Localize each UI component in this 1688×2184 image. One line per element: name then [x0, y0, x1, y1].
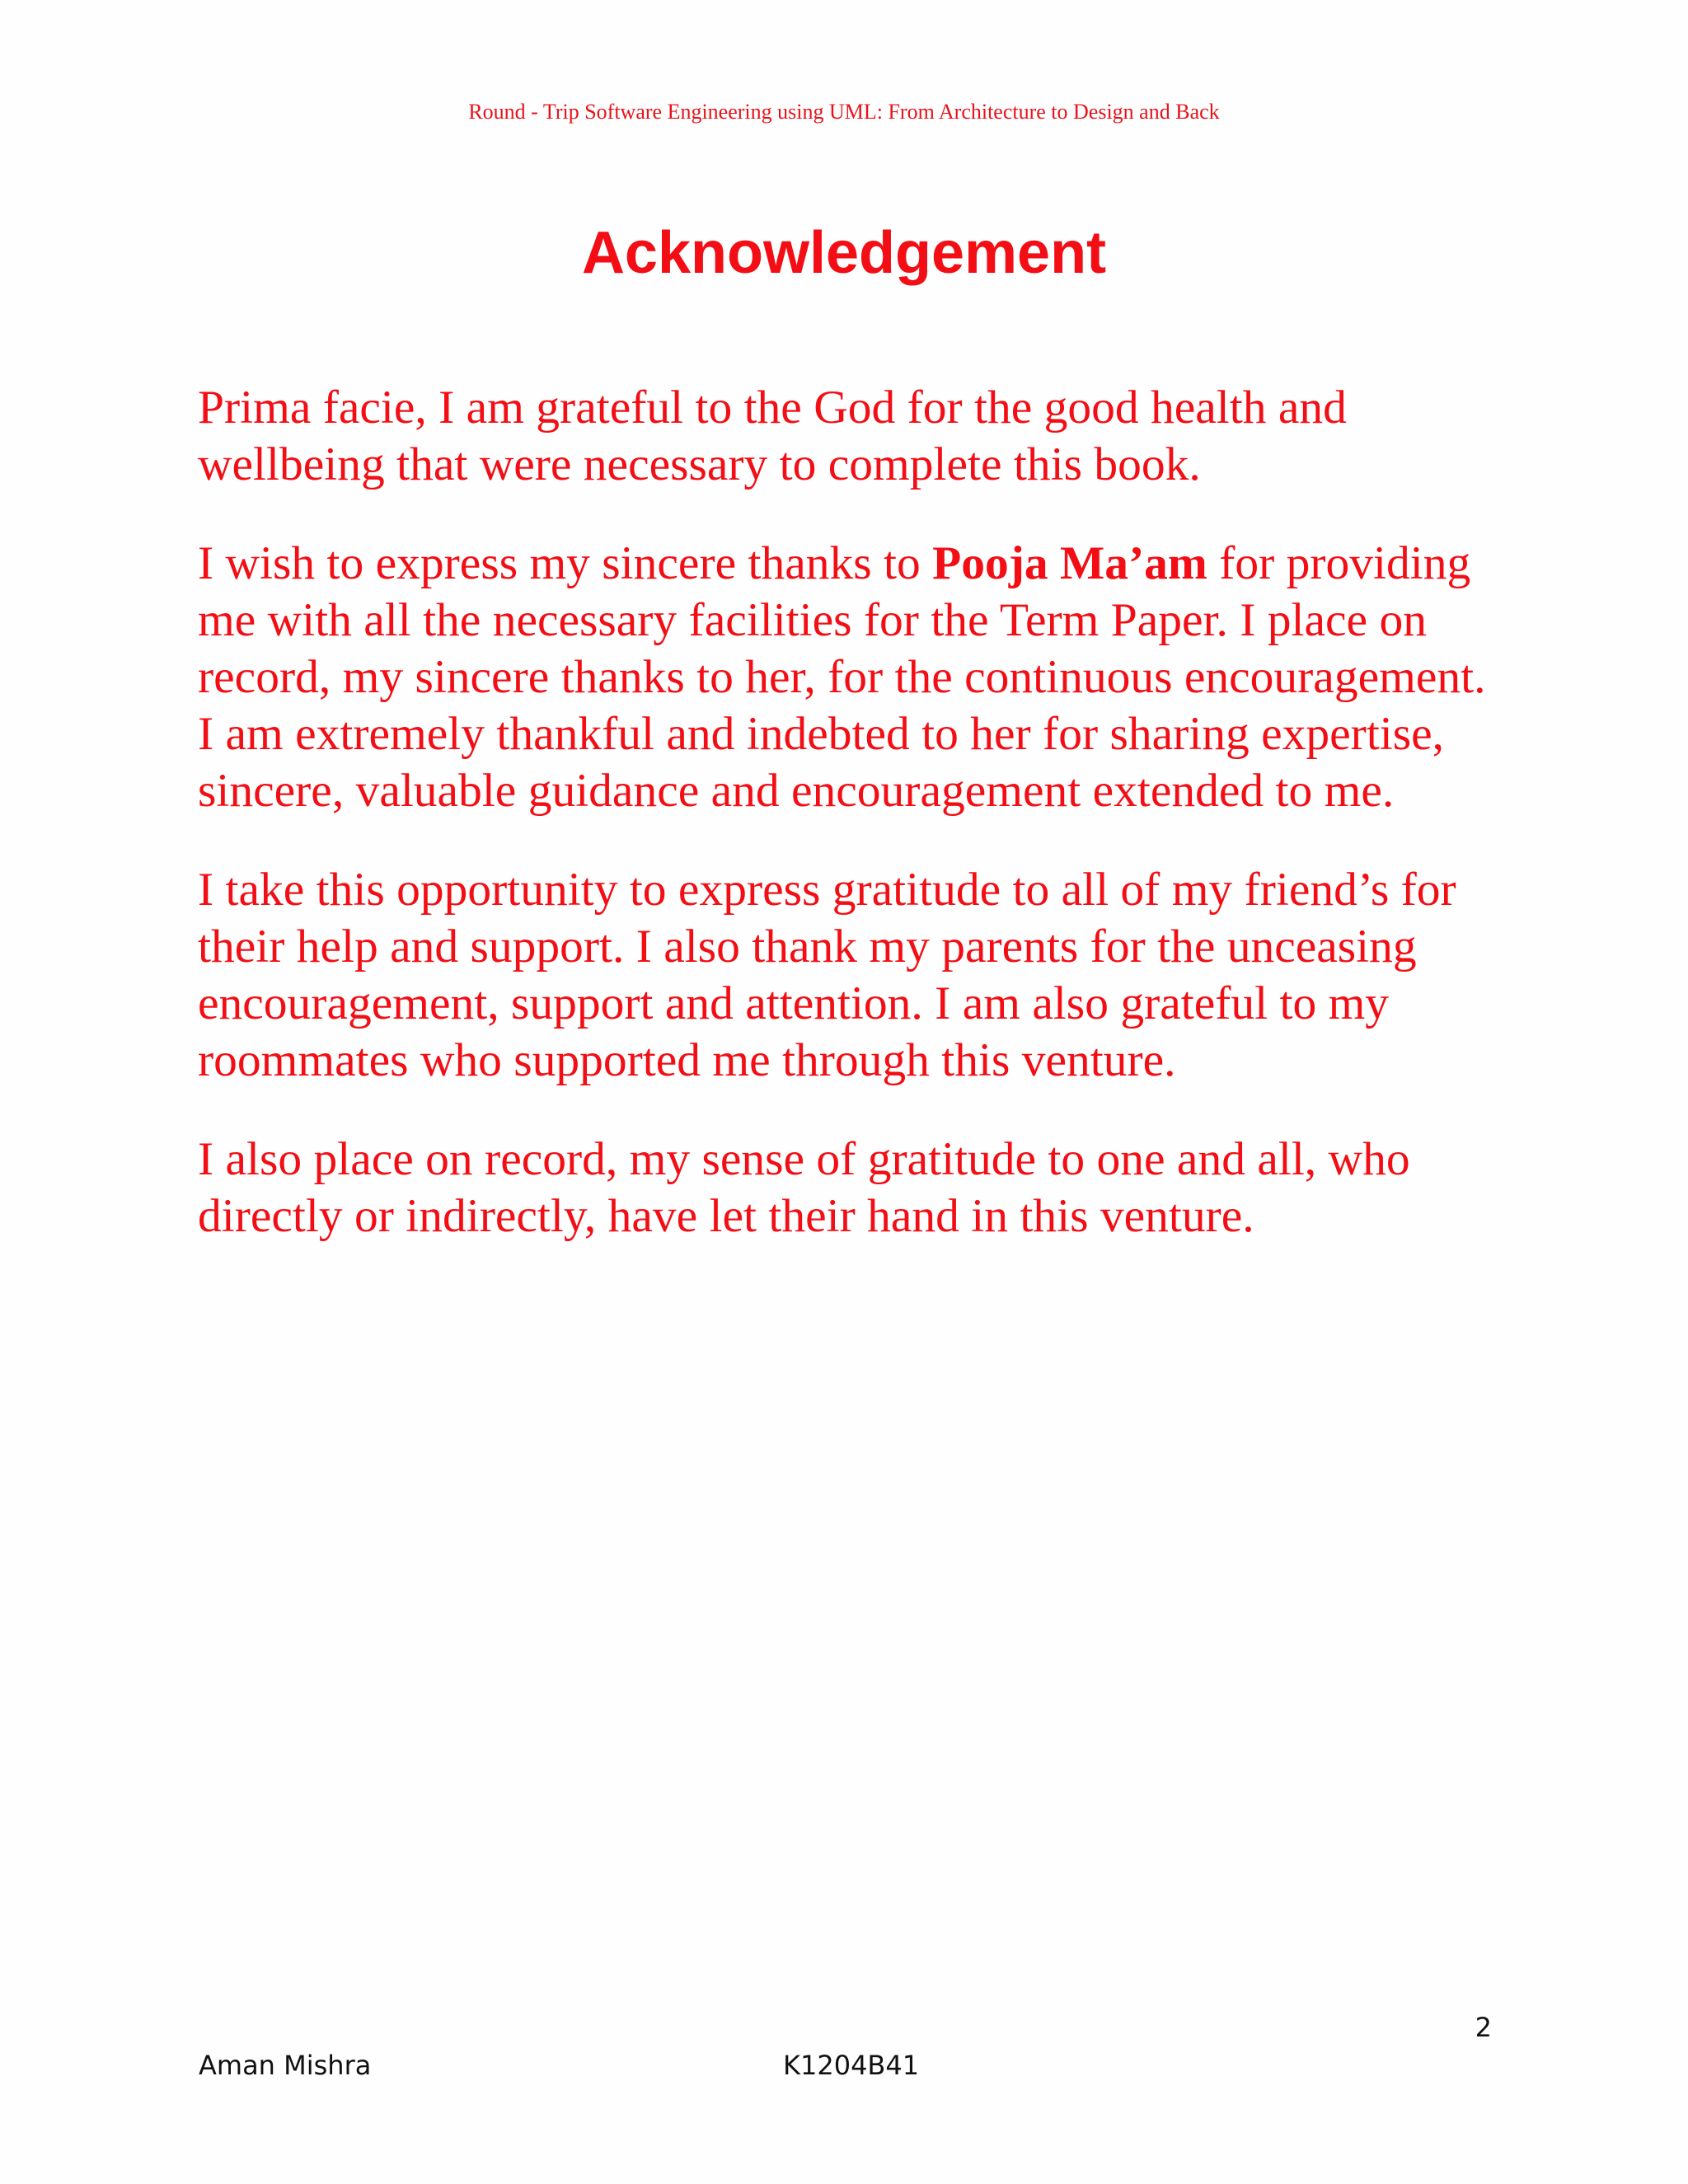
paragraph-thanks-friends-family: I take this opportunity to express gratitude to all of my friend’s for their help and support. I also thank my parents for the unceasing encouragement, support and attention. I am also grateful to my roommates who supported me through this venture.: [198, 864, 1456, 1086]
footer-author: Aman Mishra: [199, 2050, 372, 2081]
paragraph-text: for providing me with all the necessary facilities for the Term Paper. I place on record, my sincere thanks to her, for the continuous encouragement. I am extremely thankful and indebted to her for sharing expertise, sincere, valuable guidance and encouragement extended to me.: [198, 537, 1486, 817]
paragraph-thanks-mentor: [198, 535, 1500, 819]
paragraph-thanks-all: I also place on record, my sense of gratitude to one and all, who directly or indirectly, have let their hand in this venture.: [198, 1133, 1410, 1242]
page-title: Acknowledgement: [581, 220, 1107, 286]
footer-registration-id: K1204B41: [783, 2050, 920, 2081]
paragraph-gratitude-god: Prima facie, I am grateful to the God for the good health and wellbeing that were necessary to complete this book.: [198, 382, 1347, 490]
page-number: 2: [1475, 2012, 1492, 2043]
running-header: Round - Trip Software Engineering using UML: From Architecture to Design and Back: [468, 100, 1220, 124]
mentor-name: Pooja Ma’am: [932, 537, 1207, 589]
acknowledgement-body: [198, 379, 1500, 1286]
paragraph-text: I wish to express my sincere thanks to: [198, 537, 933, 589]
